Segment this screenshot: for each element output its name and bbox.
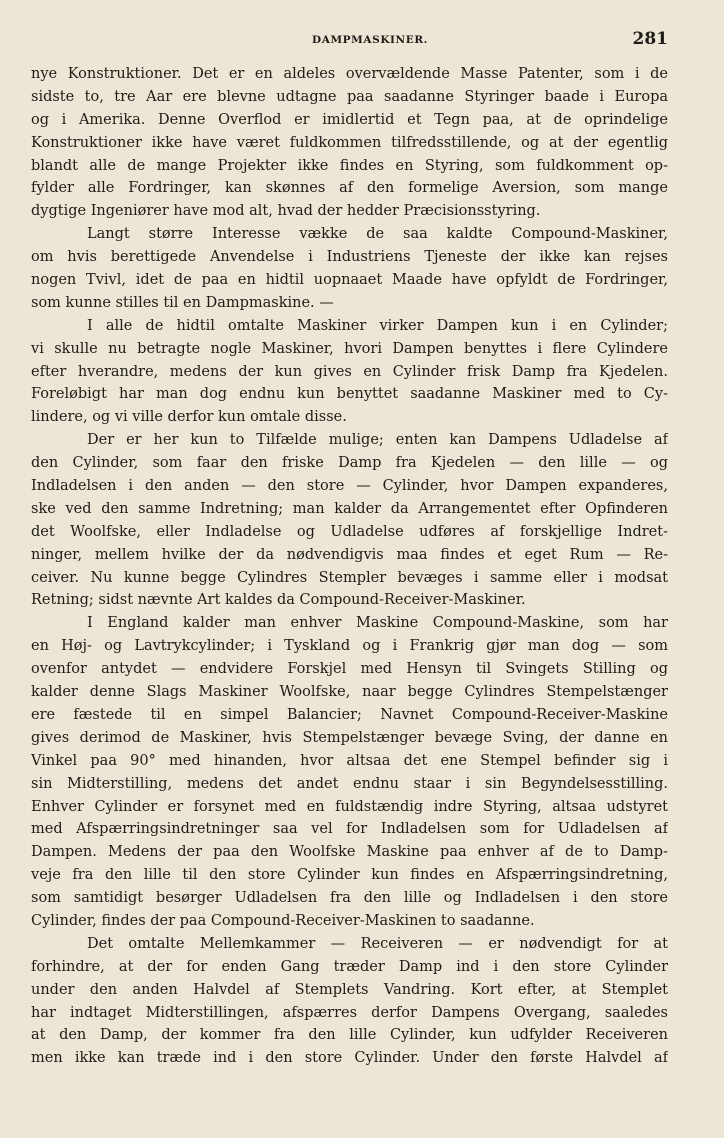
text-line: ske ved den samme Indretning; man kalder da Arrangementet efter Opfinderen [31, 500, 668, 517]
text-line: dygtige Ingeniører have mod alt, hvad der hedder Præcisionsstyring. [31, 203, 541, 220]
text-line: Der er her kun to Tilfælde mulige; enten kan Dampens Udladelse af [87, 432, 668, 449]
text-line: Det omtalte Mellemkammer — Receiveren — er nødvendigt for at [87, 935, 668, 952]
text-line: Enhver Cylinder er forsynet med en fuldstændig indre Styring, altsaa udstyret [31, 798, 668, 815]
text-line: med Afspærringsindretninger saa vel for Indladelsen som for Udladelsen af [31, 821, 668, 838]
text-line: gives derimod de Maskiner, hvis Stempelstænger bevæge Sving, der danne en [31, 729, 668, 746]
text-line: en Høj- og Lavtrykcylinder; i Tyskland og i Frankrig gjør man dog — som [31, 638, 668, 655]
text-line: under den anden Halvdel af Stemplets Vandring. Kort efter, at Stemplet [31, 981, 668, 998]
text-line: det Woolfske, eller Indladelse og Udladelse udføres af forskjellige Indret- [31, 523, 668, 540]
text-line: Indladelsen i den anden — den store — Cylinder, hvor Dampen expanderes, [31, 478, 668, 495]
text-line: ceiver. Nu kunne begge Cylindres Stempler bevæges i samme eller i modsat [31, 569, 668, 586]
text-line: nye Konstruktioner. Det er en aldeles overvældende Masse Patenter, som i de [31, 66, 668, 82]
text-line: Vinkel paa 90° med hinanden, hvor altsaa det ene Stempel befinder sig i [31, 752, 668, 769]
text-line: Langt større Interesse vække de saa kaldte Compound-Maskiner, [87, 226, 668, 243]
text-line: Konstruktioner ikke have været fuldkommen tilfredsstillende, og at der egentlig [31, 134, 668, 151]
text-line: Retning; sidst nævnte Art kaldes da Compound-Receiver-Maskiner. [31, 592, 526, 609]
running-title: DAMPMASKINER. [312, 34, 428, 46]
text-line: sidste to, tre Aar ere blevne udtagne paa saadanne Styringer baade i Europa [31, 88, 668, 105]
text-line: veje fra den lille til den store Cylinder kun findes en Afspærringsindretning, [31, 867, 668, 884]
text-line: at den Damp, der kommer fra den lille Cylinder, kun udfylder Receiveren [31, 1027, 668, 1044]
text-line: fylder alle Fordringer, kan skønnes af den formelige Aversion, som mange [31, 180, 668, 197]
text-line: blandt alle de mange Projekter ikke findes en Styring, som fuldkomment op- [31, 157, 668, 174]
text-line: som kunne stilles til en Dampmaskine. — [31, 294, 334, 311]
text-line: har indtaget Midterstillingen, afspærres derfor Dampens Overgang, saaledes [31, 1004, 668, 1021]
text-line: men ikke kan træde ind i den store Cylinder. Under den første Halvdel af [31, 1050, 668, 1067]
text-line: om hvis berettigede Anvendelse i Industriens Tjeneste der ikke kan rejses [31, 249, 668, 266]
text-line: sin Midterstilling, medens det andet endnu staar i sin Begyndelsesstilling. [31, 775, 668, 792]
text-line: Cylinder, findes der paa Compound-Receiver-Maskinen to saadanne. [31, 912, 535, 929]
text-line: ninger, mellem hvilke der da nødvendigvis maa findes et eget Rum — Re- [31, 546, 668, 563]
text-line: Dampen. Medens der paa den Woolfske Maskine paa enhver af de to Damp- [31, 844, 668, 861]
page-number: 281 [632, 29, 668, 49]
text-line: forhindre, at der for enden Gang træder Damp ind i den store Cylinder [31, 958, 668, 975]
text-line: kalder denne Slags Maskiner Woolfske, naar begge Cylindres Stempelstænger [31, 684, 668, 701]
text-line: ovenfor antydet — endvidere Forskjel med Hensyn til Svingets Stilling og [31, 661, 668, 678]
text-line: lindere, og vi ville derfor kun omtale disse. [31, 409, 347, 426]
text-line: efter hverandre, medens der kun gives en Cylinder frisk Damp fra Kjedelen. [31, 363, 668, 380]
text-line: Foreløbigt har man dog endnu kun benyttet saadanne Maskiner med to Cy- [31, 386, 668, 403]
text-line: den Cylinder, som faar den friske Damp fra Kjedelen — den lille — og [31, 455, 668, 472]
text-line: og i Amerika. Denne Overflod er imidlertid et Tegn paa, at de oprindelige [31, 111, 668, 128]
text-line: ere fæstede til en simpel Balancier; Navnet Compound-Receiver-Maskine [31, 706, 668, 723]
text-line: nogen Tvivl, idet de paa en hidtil uopnaaet Maade have opfyldt de Fordringer, [31, 272, 668, 289]
text-line: som samtidigt besørger Udladelsen fra den lille og Indladelsen i den store [31, 890, 668, 907]
body-text [31, 63, 668, 1070]
text-line: vi skulle nu betragte nogle Maskiner, hvori Dampen benyttes i flere Cylindere [31, 340, 668, 357]
text-line: I England kalder man enhver Maskine Compound-Maskine, som har [87, 615, 668, 632]
text-line: I alle de hidtil omtalte Maskiner virker Dampen kun i en Cylinder; [87, 317, 668, 334]
